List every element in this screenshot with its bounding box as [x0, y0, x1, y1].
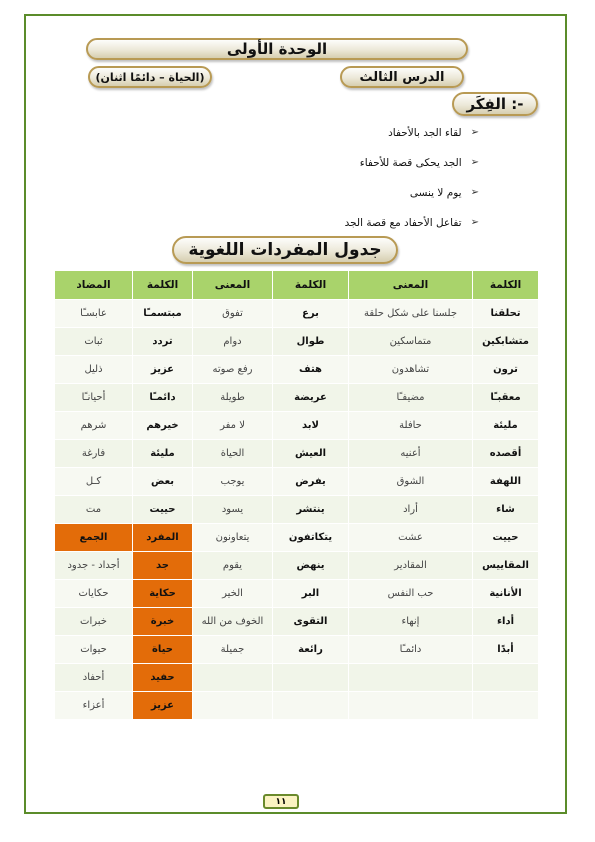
table-cell: المقادير [349, 552, 473, 580]
vocab-table [54, 270, 539, 720]
ideas-list [345, 122, 479, 242]
table-cell: رفع صوته [193, 356, 273, 384]
table-cell: عشت [349, 524, 473, 552]
table-row [55, 524, 539, 552]
table-cell: اللهفة [473, 468, 539, 496]
table-row [55, 384, 539, 412]
table-cell: طوال [273, 328, 349, 356]
table-cell: هتف [273, 356, 349, 384]
table-cell: خيرهم [133, 412, 193, 440]
table-row [55, 300, 539, 328]
table-cell: الخير [193, 580, 273, 608]
table-cell: جميلة [193, 636, 273, 664]
table-row [55, 412, 539, 440]
table-cell: يقوم [193, 552, 273, 580]
table-cell: إنهاء [349, 608, 473, 636]
table-cell: مت [55, 496, 133, 524]
table-row [55, 496, 539, 524]
header-cell: المعنى [193, 271, 273, 300]
table-cell [273, 664, 349, 692]
idea-text: يوم لا ينسى [409, 187, 462, 199]
table-cell: تشاهدون [349, 356, 473, 384]
idea-item [345, 152, 479, 182]
table-cell: الشوق [349, 468, 473, 496]
table-row [55, 468, 539, 496]
table-row [55, 636, 539, 664]
table-cell: خبرة [133, 608, 193, 636]
table-cell: يوجب [193, 468, 273, 496]
arrow-bullet-icon: ➢ [470, 127, 479, 138]
table-cell: جد [133, 552, 193, 580]
table-cell: برع [273, 300, 349, 328]
ideas-title: الفِكَر :- [452, 92, 538, 116]
table-cell: حفيد [133, 664, 193, 692]
table-cell: أحفاد [55, 664, 133, 692]
table-cell: تفوق [193, 300, 273, 328]
table-row [55, 580, 539, 608]
table-cell: يسود [193, 496, 273, 524]
table-cell: أجداد - جدود [55, 552, 133, 580]
table-cell [349, 664, 473, 692]
idea-item [345, 182, 479, 212]
table-cell: يتعاونون [193, 524, 273, 552]
table-cell: معقبـًا [473, 384, 539, 412]
header-cell: المضاد [55, 271, 133, 300]
table-cell: فارغة [55, 440, 133, 468]
unit-title: الوحدة الأولى [86, 38, 468, 60]
table-cell: ذليل [55, 356, 133, 384]
table-cell: حافلة [349, 412, 473, 440]
idea-text: تفاعل الأحفاد مع قصة الجد [344, 217, 462, 229]
theme-title: (الحياة – دائمًا اثنان) [88, 66, 212, 88]
table-cell: لابد [273, 412, 349, 440]
table-cell: المقاييس [473, 552, 539, 580]
vocab-table-title: جدول المفردات اللغوية [172, 236, 398, 264]
table-cell: مضيفـًا [349, 384, 473, 412]
arrow-bullet-icon: ➢ [470, 187, 479, 198]
table-cell: الخوف من الله [193, 608, 273, 636]
table-cell: حييت [133, 496, 193, 524]
table-cell: كـل [55, 468, 133, 496]
table-cell [349, 692, 473, 720]
table-cell: عزيز [133, 356, 193, 384]
table-cell [193, 664, 273, 692]
table-cell: حييت [473, 524, 539, 552]
table-cell: أداء [473, 608, 539, 636]
table-cell: يتكاتفون [273, 524, 349, 552]
arrow-bullet-icon: ➢ [470, 157, 479, 168]
table-cell: ثبات [55, 328, 133, 356]
page-number: ١١ [263, 794, 299, 809]
table-cell: المفرد [133, 524, 193, 552]
table-row [55, 328, 539, 356]
table-cell: العيش [273, 440, 349, 468]
table-cell: يفرض [273, 468, 349, 496]
table-cell [193, 692, 273, 720]
idea-text: لقاء الجد بالأحفاد [388, 127, 462, 139]
table-cell: خبرات [55, 608, 133, 636]
table-cell: تردد [133, 328, 193, 356]
table-cell: مبتسمـًا [133, 300, 193, 328]
arrow-bullet-icon: ➢ [470, 217, 479, 228]
table-cell: البر [273, 580, 349, 608]
table-cell: حكاية [133, 580, 193, 608]
table-header-row [55, 271, 539, 300]
table-cell: عزيز [133, 692, 193, 720]
table-cell: ينتشر [273, 496, 349, 524]
table-cell: مليئة [133, 440, 193, 468]
lesson-title: الدرس الثالث [340, 66, 464, 88]
table-row [55, 664, 539, 692]
header-cell: الكلمة [133, 271, 193, 300]
table-cell: جلسنا على شكل حلقة [349, 300, 473, 328]
table-cell [273, 692, 349, 720]
table-row [55, 552, 539, 580]
table-cell: شاء [473, 496, 539, 524]
table-cell: متشابكين [473, 328, 539, 356]
table-cell: أراد [349, 496, 473, 524]
table-cell: الأنانية [473, 580, 539, 608]
table-row [55, 440, 539, 468]
table-cell [473, 692, 539, 720]
table-cell: بعض [133, 468, 193, 496]
table-cell: الجمع [55, 524, 133, 552]
table-cell: حياة [133, 636, 193, 664]
table-cell: ترون [473, 356, 539, 384]
table-cell: تحلقنا [473, 300, 539, 328]
table-row [55, 356, 539, 384]
table-cell: شرهم [55, 412, 133, 440]
table-cell: طويلة [193, 384, 273, 412]
table-cell: أحيانـًا [55, 384, 133, 412]
header-cell: الكلمة [473, 271, 539, 300]
table-row [55, 692, 539, 720]
idea-item [345, 122, 479, 152]
table-cell: حكايات [55, 580, 133, 608]
table-cell: دوام [193, 328, 273, 356]
table-cell: رائعة [273, 636, 349, 664]
table-cell: الحياة [193, 440, 273, 468]
header-cell: المعنى [349, 271, 473, 300]
table-cell: مليئة [473, 412, 539, 440]
table-cell: التقوى [273, 608, 349, 636]
table-row [55, 608, 539, 636]
table-cell: عابسـًا [55, 300, 133, 328]
table-cell: عريضة [273, 384, 349, 412]
table-cell: لا مفر [193, 412, 273, 440]
table-cell: أقصده [473, 440, 539, 468]
table-cell: دائمـًا [133, 384, 193, 412]
idea-text: الجد يحكى قصة للأحفاء [359, 157, 462, 169]
header-cell: الكلمة [273, 271, 349, 300]
table-cell: أبدًا [473, 636, 539, 664]
table-cell: متماسكين [349, 328, 473, 356]
table-cell: أعزاء [55, 692, 133, 720]
table-cell: حيوات [55, 636, 133, 664]
table-cell [473, 664, 539, 692]
table-cell: دائمـًا [349, 636, 473, 664]
table-cell: ينهض [273, 552, 349, 580]
table-cell: حب النفس [349, 580, 473, 608]
table-cell: أعنيه [349, 440, 473, 468]
